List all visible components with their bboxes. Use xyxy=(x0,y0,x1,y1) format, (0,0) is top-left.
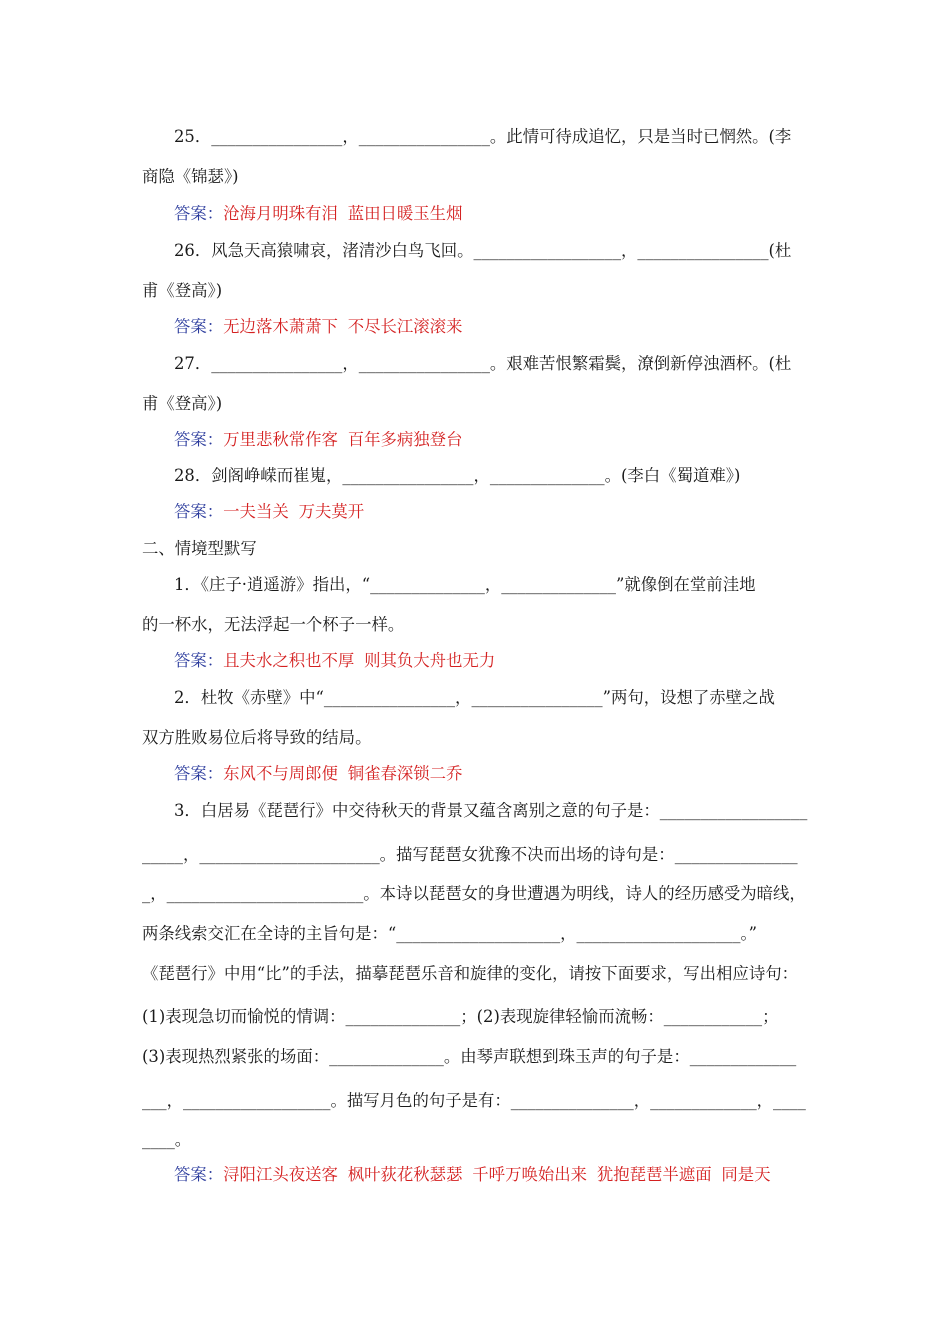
answer-label: 答案： xyxy=(174,204,224,223)
s2-line2: 双方胜败易位后将导致的结局。 xyxy=(142,728,372,747)
q26-line2: 甫《登高》) xyxy=(142,281,223,300)
s1-answer xyxy=(174,650,495,672)
s2-answer xyxy=(174,763,462,785)
answer-b: 铜雀春深锁二乔 xyxy=(347,764,463,783)
answer-label: 答案： xyxy=(174,430,224,449)
s3-line9: ____。 xyxy=(142,1130,192,1149)
answer-b: 蓝田日暖玉生烟 xyxy=(347,204,463,223)
s3-answer xyxy=(174,1164,771,1186)
q28-answer xyxy=(174,501,364,523)
answer-b: 枫叶荻花秋瑟瑟 xyxy=(347,1165,463,1184)
q26-answer xyxy=(174,316,462,338)
answer-a: 且夫水之积也不厚 xyxy=(223,651,355,670)
q26-line1: 26．风急天高猿啸哀，渚清沙白鸟飞回。__________________，________________(杜 xyxy=(174,241,792,260)
s1-line2: 的一杯水，无法浮起一个杯子一样。 xyxy=(142,615,405,634)
answer-b: 则其负大舟也无力 xyxy=(364,651,496,670)
s2-line1: 2．杜牧《赤壁》中“________________，________________”两句，设想了赤壁之战 xyxy=(174,688,775,707)
answer-b: 万夫莫开 xyxy=(298,502,365,521)
answer-b: 百年多病独登台 xyxy=(347,430,463,449)
s3-line1: 3．白居易《琵琶行》中交待秋天的背景又蕴含离别之意的句子是：__________________ xyxy=(174,801,808,820)
q27-answer xyxy=(174,429,462,451)
s1-line1: 1．《庄子·逍遥游》指出，“______________，______________”就像倒在堂前洼地 xyxy=(174,575,756,594)
q27-line1: 27．________________，________________。艰难苦恨繁霜鬓，潦倒新停浊酒杯。(杜 xyxy=(174,354,792,373)
answer-label: 答案： xyxy=(174,317,224,336)
s3-line5: 《琵琶行》中用“比”的手法，描摹琵琶乐音和旋律的变化，请按下面要求，写出相应诗句： xyxy=(142,964,798,983)
answer-label: 答案： xyxy=(174,764,224,783)
answer-b: 不尽长江滚滚来 xyxy=(347,317,463,336)
q27-line2: 甫《登高》) xyxy=(142,394,223,413)
answer-a: 一夫当关 xyxy=(223,502,289,521)
answer-e: 同是天 xyxy=(721,1165,771,1184)
s3-line8: ___，__________________。描写月色的句子是有：_______________，_____________，____ xyxy=(142,1091,806,1110)
q28-line1: 28．剑阁峥嵘而崔嵬，________________，______________。(李白《蜀道难》) xyxy=(174,466,741,485)
answer-a: 东风不与周郎便 xyxy=(223,764,338,783)
answer-a: 万里悲秋常作客 xyxy=(223,430,338,449)
answer-a: 浔阳江头夜送客 xyxy=(223,1165,338,1184)
s3-line2: _____，______________________。描写琵琶女犹豫不决而出场的诗句是：_______________ xyxy=(142,845,798,864)
s3-line4: 两条线索交汇在全诗的主旨句是：“____________________，____________________。” xyxy=(142,924,758,943)
s3-line6: (1)表现急切而愉悦的情调：______________；(2)表现旋律轻愉而流畅：____________； xyxy=(142,1007,779,1026)
section-heading: 二、情境型默写 xyxy=(142,539,257,558)
s3-line3: _，________________________。本诗以琵琶女的身世遭遇为明线，诗人的经历感受为暗线， xyxy=(142,884,806,903)
q25-answer xyxy=(174,203,462,225)
answer-label: 答案： xyxy=(174,502,224,521)
answer-label: 答案： xyxy=(174,651,224,670)
answer-c: 千呼万唤始出来 xyxy=(472,1165,588,1184)
answer-d: 犹抱琵琶半遮面 xyxy=(596,1165,712,1184)
q25-line2: 商隐《锦瑟》) xyxy=(142,167,239,186)
answer-a: 无边落木萧萧下 xyxy=(223,317,338,336)
answer-a: 沧海月明珠有泪 xyxy=(223,204,338,223)
answer-label: 答案： xyxy=(174,1165,224,1184)
q25-line1: 25．________________，________________。此情可待成追忆，只是当时已惘然。(李 xyxy=(174,127,792,146)
s3-line7: (3)表现热烈紧张的场面：______________。由琴声联想到珠玉声的句子是：_____________ xyxy=(142,1047,797,1066)
